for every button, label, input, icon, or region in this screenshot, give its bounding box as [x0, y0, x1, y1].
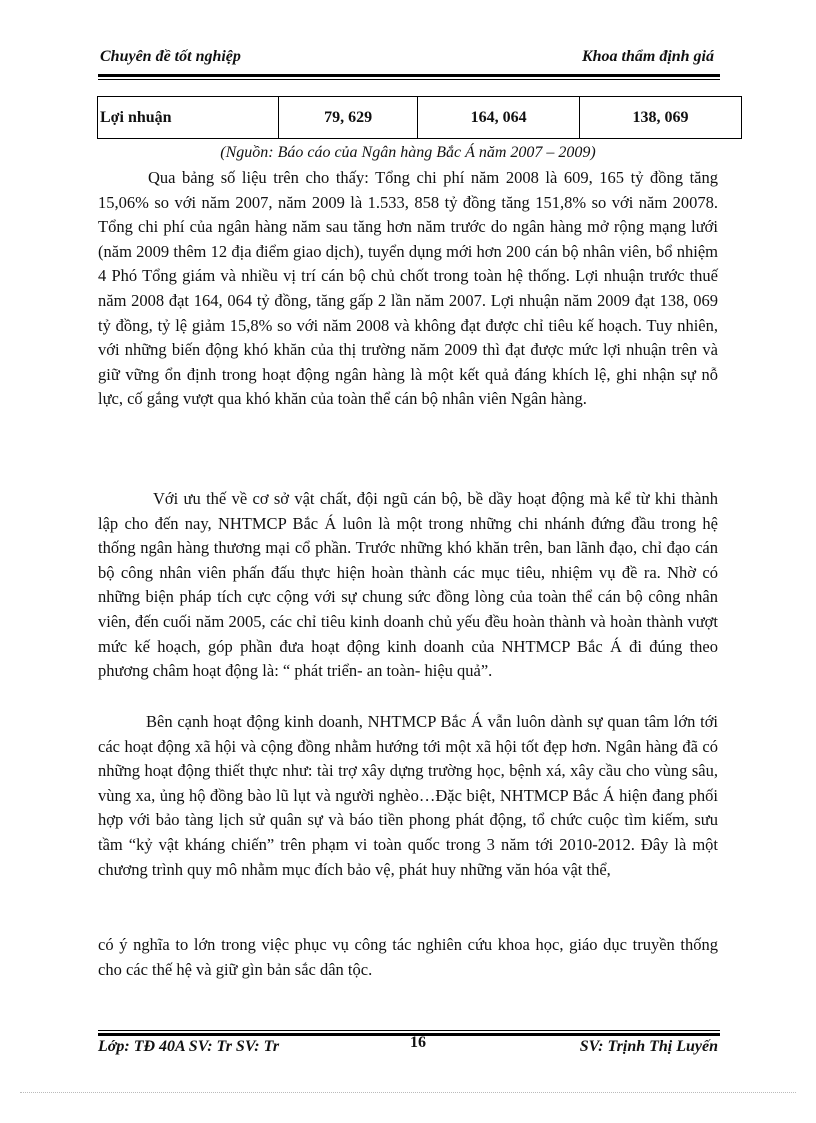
footer-class: Lớp: TĐ 40A SV: Tr SV: Tr	[98, 1038, 280, 1055]
page-number: 16	[410, 1034, 426, 1051]
table-source-note: (Nguồn: Báo cáo của Ngân hàng Bắc Á năm 2007 – 2009)	[220, 144, 596, 161]
row-label: Lợi nhuận	[98, 97, 279, 139]
profit-table	[97, 96, 742, 139]
paragraph-2: Với ưu thế về cơ sở vật chất, đội ngũ cán bộ, bề dầy hoạt động mà kể từ khi thành lập cho đến nay, NHTMCP Bắc Á luôn là một trong những chi nhánh đứng đầu trong hệ thống ngân hàng thương mại cổ phần. Trước những khó khăn trên, ban lãnh đạo, chỉ đạo cán bộ công nhân viên phấn đấu thực hiện hoàn thành các mục tiêu, nhiệm vụ đề ra. Nhờ có những biện pháp tích cực cộng với sự chung sức đồng lòng của toàn thể cán bộ công nhân viên, đến cuối năm 2005, các chỉ tiêu kinh doanh chủ yếu đều hoàn thành và hoàn thành vượt mức kế hoạch, góp phần đưa hoạt động kinh doanh của NHTMCP Bắc Á đi đúng theo phương châm hoạt động là: “ phát triển- an toàn- hiệu quả”.	[98, 489, 718, 681]
header-title: Chuyên đề tốt nghiệp	[100, 48, 241, 65]
paragraph-4: có ý nghĩa to lớn trong việc phục vụ công tác nghiên cứu khoa học, giáo dục truyền thống cho các thế hệ và giữ gìn bản sắc dân tộc.	[98, 935, 718, 979]
footer-rule	[98, 1033, 720, 1036]
value-2009: 138, 069	[580, 97, 742, 139]
header-department: Khoa thẩm định giá	[581, 48, 714, 65]
table-row	[98, 97, 742, 139]
footer-rule-thin	[98, 1030, 720, 1031]
header-rule	[98, 74, 720, 77]
page-header	[98, 48, 718, 72]
page-bottom-dotted-line	[20, 1092, 796, 1093]
footer-student: SV: Trịnh Thị Luyến	[579, 1038, 718, 1055]
value-2007: 79, 629	[279, 97, 418, 139]
paragraph-3: Bên cạnh hoạt động kinh doanh, NHTMCP Bắc Á vẫn luôn dành sự quan tâm lớn tới các hoạt động xã hội và cộng đồng nhằm hướng tới một xã hội tốt đẹp hơn. Ngân hàng đã có những hoạt động thiết thực như: tài trợ xây dựng trường học, bệnh xá, xây cầu cho vùng sâu, vùng xa, ủng hộ đồng bào lũ lụt và người nghèo…Đặc biệt, NHTMCP Bắc Á hiện đang phối hợp với bảo tàng lịch sử quân sự và báo tiền phong phát động, tổ chức cuộc tìm kiếm, sưu tầm “kỷ vật kháng chiến” trên phạm vi toàn quốc trong 3 năm tới 2010-2012. Đây là một chương trình quy mô nhằm mục đích bảo vệ, phát huy những văn hóa vật thể,	[98, 712, 718, 879]
paragraph-1: Qua bảng số liệu trên cho thấy: Tổng chi phí năm 2008 là 609, 165 tỷ đồng tăng 15,06% so với năm 2007, năm 2009 là 1.533, 858 tỷ đồng tăng 151,8% so với năm 20078. Tổng chi phí của ngân hàng năm sau tăng hơn năm trước do ngân hàng mở rộng mạng lưới (năm 2009 thêm 12 địa điểm giao dịch), tuyển dụng mới hơn 200 cán bộ nhân viên, bổ nhiệm 4 Phó Tổng giám và nhiều vị trí cán bộ chủ chốt trong toàn hệ thống. Lợi nhuận trước thuế năm 2008 đạt 164, 064 tỷ đồng, tăng gấp 2 lần năm 2007. Lợi nhuận năm 2009 đạt 138, 069 tỷ đồng, tỷ lệ giảm 15,8% so với năm 2008 và không đạt được chỉ tiêu kế hoạch. Tuy nhiên, với những biến động khó khăn của thị trường năm 2009 thì đạt được mức lợi nhuận trên và giữ vững ổn định trong hoạt động ngân hàng là một kết quả đáng khích lệ, ghi nhận sự nỗ lực, cố gắng vượt qua khó khăn của toàn thể cán bộ nhân viên Ngân hàng.	[98, 168, 718, 409]
value-2008: 164, 064	[418, 97, 580, 139]
page-footer	[98, 1034, 720, 1062]
header-rule-thin	[98, 79, 720, 80]
